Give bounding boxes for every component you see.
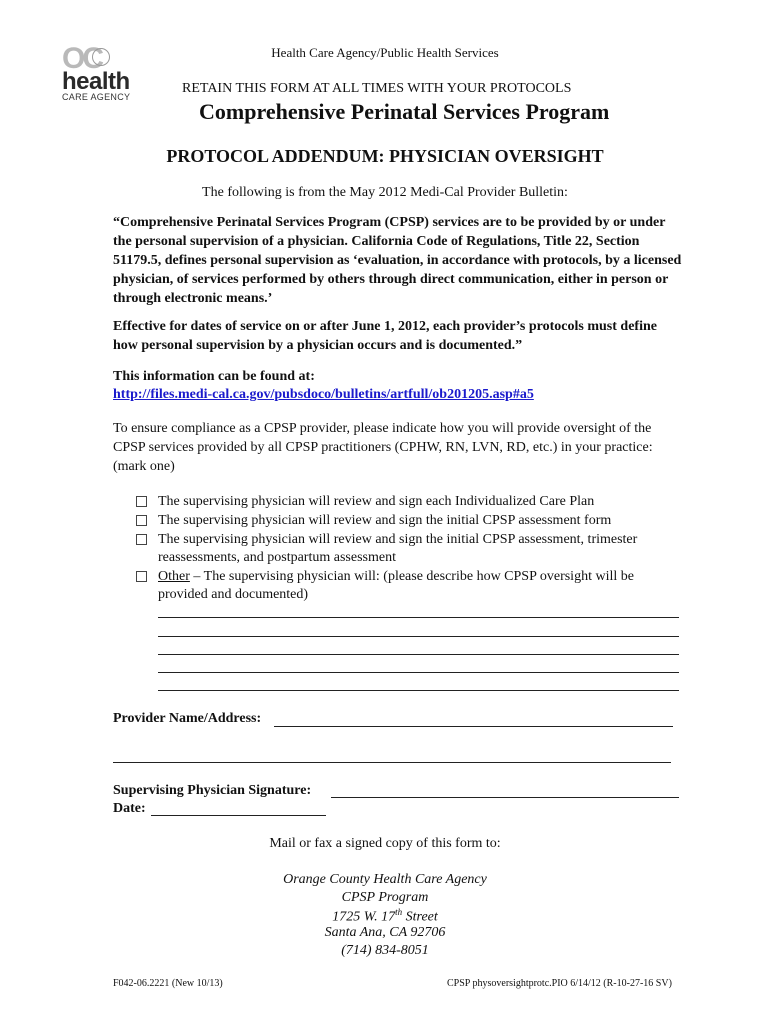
date-label: Date:	[113, 801, 146, 816]
other-description-line[interactable]	[158, 690, 679, 691]
checkbox[interactable]	[136, 534, 147, 545]
option-label: The supervising physician will review and sign the initial CPSP assessment, trimester reassessments, and postpartum assessment	[158, 532, 638, 565]
agency-name: Health Care Agency/Public Health Services	[271, 45, 499, 60]
other-description-line[interactable]	[158, 617, 679, 618]
logo-mark: OC	[62, 42, 101, 75]
logo-subtitle: CARE AGENCY	[62, 92, 131, 102]
date-line[interactable]	[151, 815, 326, 816]
checkbox[interactable]	[136, 571, 147, 582]
option-label: The supervising physician will review and sign each Individualized Care Plan	[158, 494, 595, 509]
bulletin-link[interactable]: http://files.medi-cal.ca.gov/pubsdoco/bulletins/artfull/ob201205.asp#a5	[113, 387, 534, 402]
other-description-line[interactable]	[158, 672, 679, 673]
signature-label: Supervising Physician Signature:	[113, 783, 312, 798]
info-label: This information can be found at:	[113, 369, 315, 384]
option-care-plan[interactable]	[136, 493, 686, 511]
quote-paragraph: “Comprehensive Perinatal Services Program (CPSP) services are to be provided by or under the personal supervision of a physician. California Code of Regulations, Title 22, Section 51179.5, defines personal supervision as ‘evaluation, in accordance with protocols, by a licensed physician, of services performed by others through direct communication, either in person or through electronic means.’	[113, 215, 682, 306]
compliance-paragraph: To ensure compliance as a CPSP provider, please indicate how you will provide oversight of the CPSP services provided by all CPSP practitioners (CPHW, RN, LVN, RD, etc.) in your practice: (mark one)	[113, 421, 653, 474]
address-program: CPSP Program	[341, 890, 429, 905]
signature-line[interactable]	[331, 797, 679, 798]
other-label: Other	[158, 569, 190, 584]
provider-label: Provider Name/Address:	[113, 711, 262, 726]
file-reference: CPSP physoversightprotc.PIO 6/14/12 (R-10-27-16 SV)	[447, 978, 672, 989]
form-number: F042-06.2221 (New 10/13)	[113, 978, 223, 989]
option-other[interactable]	[136, 568, 686, 604]
effective-paragraph: Effective for dates of service on or after June 1, 2012, each provider’s protocols must define how personal supervision by a physician occurs and is documented.”	[113, 319, 657, 353]
option-label	[158, 568, 686, 604]
provider-name-line[interactable]	[274, 726, 673, 727]
other-description-line[interactable]	[158, 654, 679, 655]
other-description-line[interactable]	[158, 636, 679, 637]
option-full-assessments[interactable]	[136, 531, 686, 567]
checkbox[interactable]	[136, 515, 147, 526]
program-title: Comprehensive Perinatal Services Program	[199, 99, 610, 124]
address-org: Orange County Health Care Agency	[283, 872, 487, 887]
provider-address-line[interactable]	[113, 762, 671, 763]
logo-word: health	[62, 68, 130, 95]
retain-notice: RETAIN THIS FORM AT ALL TIMES WITH YOUR PROTOCOLS	[182, 81, 572, 96]
address-street: 1725 W. 17th Street	[332, 907, 438, 925]
address-city: Santa Ana, CA 92706	[324, 925, 446, 940]
checkbox[interactable]	[136, 496, 147, 507]
intro-text: The following is from the May 2012 Medi-Cal Provider Bulletin:	[202, 185, 568, 200]
page-title: PROTOCOL ADDENDUM: PHYSICIAN OVERSIGHT	[166, 146, 604, 166]
address-phone: (714) 834-8051	[341, 943, 429, 958]
option-initial-assessment[interactable]	[136, 512, 686, 530]
option-label: The supervising physician will review and sign the initial CPSP assessment form	[158, 513, 612, 528]
other-description: – The supervising physician will: (please describe how CPSP oversight will be provided and documented)	[158, 569, 634, 602]
mail-instruction: Mail or fax a signed copy of this form to:	[269, 836, 501, 851]
